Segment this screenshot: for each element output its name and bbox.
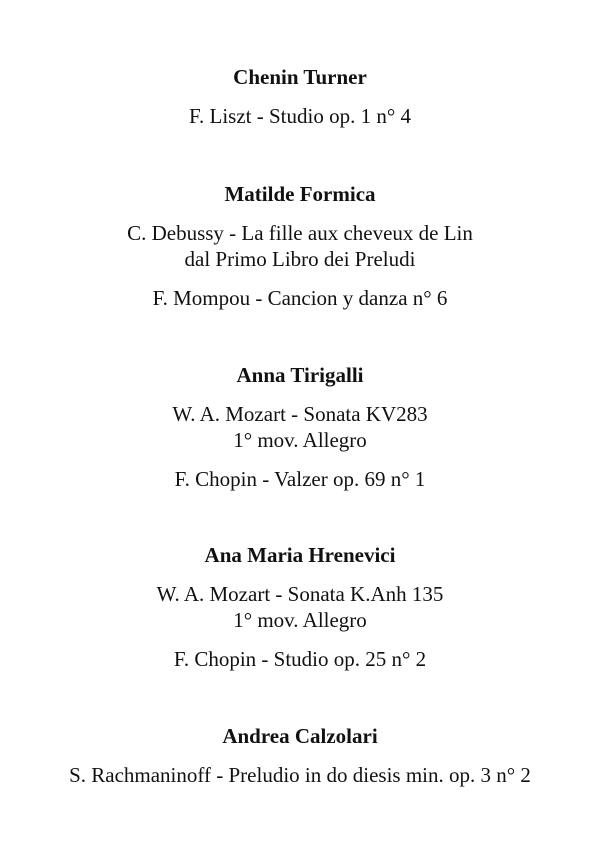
performer-block bbox=[0, 362, 600, 492]
piece-line: C. Debussy - La fille aux cheveux de Lin bbox=[127, 221, 473, 245]
piece-line: F. Chopin - Studio op. 25 n° 2 bbox=[173, 647, 427, 671]
piece-entry bbox=[0, 581, 600, 633]
piece-line: W. A. Mozart - Sonata K.Anh 135 bbox=[156, 582, 444, 606]
piece-entry bbox=[0, 466, 600, 492]
piece-entry bbox=[0, 401, 600, 453]
piece-line: F. Mompou - Cancion y danza n° 6 bbox=[152, 286, 448, 310]
piece-entry bbox=[0, 220, 600, 272]
performer-block bbox=[0, 542, 600, 672]
performer-block bbox=[0, 723, 600, 788]
piece-line: W. A. Mozart - Sonata KV283 bbox=[172, 402, 428, 426]
piece-line: S. Rachmaninoff - Preludio in do diesis min. op. 3 n° 2 bbox=[69, 763, 531, 787]
performer-name: Anna Tirigalli bbox=[236, 363, 364, 387]
performer-block bbox=[0, 181, 600, 311]
piece-line: F. Liszt - Studio op. 1 n° 4 bbox=[189, 104, 411, 128]
piece-line: F. Chopin - Valzer op. 69 n° 1 bbox=[174, 467, 426, 491]
piece-entry bbox=[0, 285, 600, 311]
performer-name: Matilde Formica bbox=[224, 182, 376, 206]
performer-name: Chenin Turner bbox=[233, 65, 367, 89]
piece-entry bbox=[0, 762, 600, 788]
piece-line: 1° mov. Allegro bbox=[233, 608, 367, 632]
piece-line: 1° mov. Allegro bbox=[233, 428, 367, 452]
performer-block bbox=[0, 64, 600, 129]
performer-name: Andrea Calzolari bbox=[222, 724, 378, 748]
piece-line: dal Primo Libro dei Preludi bbox=[184, 247, 416, 271]
piece-entry bbox=[0, 103, 600, 129]
piece-entry bbox=[0, 646, 600, 672]
performer-name: Ana Maria Hrenevici bbox=[204, 543, 396, 567]
